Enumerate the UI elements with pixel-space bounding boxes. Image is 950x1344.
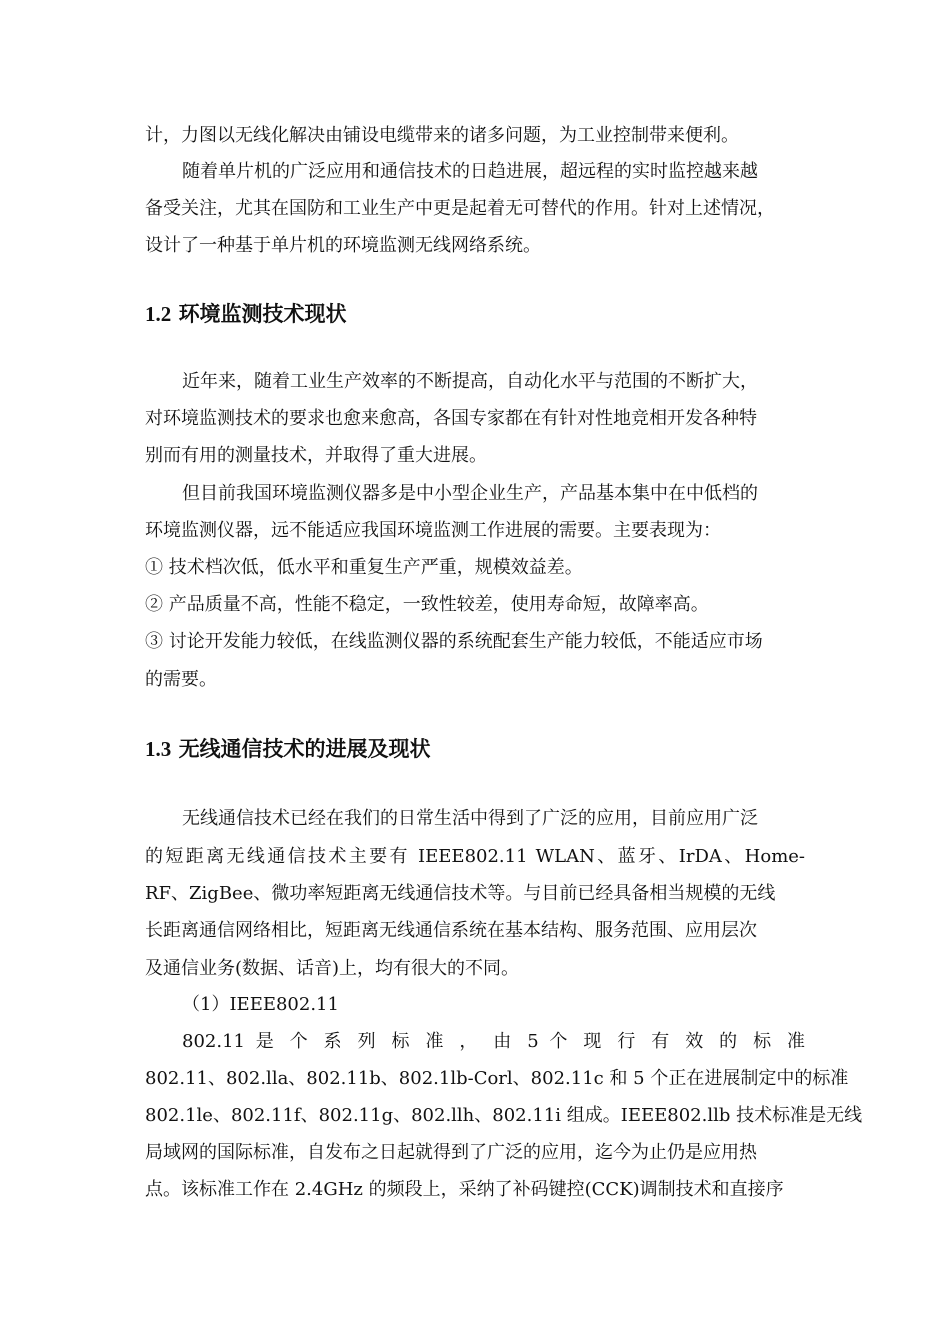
paragraph-line: 无线通信技术已经在我们的日常生活中得到了广泛的应用，目前应用广泛: [182, 808, 758, 829]
paragraph-line: 设计了一种基于单片机的环境监测无线网络系统。: [145, 235, 541, 256]
section-title: 无线通信技术的进展及现状: [178, 737, 431, 761]
paragraph-line: RF、ZigBee、微功率短距离无线通信技术等。与目前已经具备相当规模的无线: [145, 883, 776, 904]
subheading: （1）IEEE802.11: [182, 994, 339, 1015]
paragraph-line: 但目前我国环境监测仪器多是中小型企业生产，产品基本集中在中低档的: [182, 483, 758, 504]
paragraph-line: 点。该标准工作在 2.4GHz 的频段上，采纳了补码键控(CCK)调制技术和直接序: [145, 1179, 784, 1200]
paragraph-line: 长距离通信网络相比，短距离无线通信系统在基本结构、服务范围、应用层次: [145, 920, 757, 941]
section-number: 1.3: [145, 737, 172, 761]
section-heading-1-2: [145, 300, 347, 328]
paragraph-line: 环境监测仪器，远不能适应我国环境监测工作进展的需要。主要表现为：: [145, 520, 721, 541]
section-heading-1-3: [145, 735, 431, 763]
paragraph-line: 802.11 是 个 系 列 标 准 ， 由 5 个 现 行 有 效 的 标 准: [182, 1031, 805, 1052]
paragraph-line: 局域网的国际标准，自发布之日起就得到了广泛的应用，迄今为止仍是应用热: [145, 1142, 757, 1163]
list-item: 的需要。: [145, 669, 217, 690]
paragraph-line: 备受关注，尤其在国防和工业生产中更是起着无可替代的作用。针对上述情况，: [145, 198, 775, 219]
paragraph-line: 计，力图以无线化解决由铺设电缆带来的诸多问题，为工业控制带来便利。: [145, 125, 739, 146]
paragraph-line: 随着单片机的广泛应用和通信技术的日趋进展，超远程的实时监控越来越: [182, 161, 758, 182]
list-item: ② 产品质量不高，性能不稳定，一致性较差，使用寿命短，故障率高。: [145, 594, 709, 615]
paragraph-line: 的短距离无线通信技术主要有 IEEE802.11 WLAN、蓝牙、IrDA、Home-: [145, 846, 805, 867]
section-title: 环境监测技术现状: [178, 302, 347, 326]
paragraph-line: 802.11、802.lla、802.11b、802.1lb-Corl、802.11c 和 5 个正在进展制定中的标准: [145, 1068, 849, 1089]
paragraph-line: 对环境监测技术的要求也愈来愈高，各国专家都在有针对性地竞相开发各种特: [145, 408, 757, 429]
paragraph-line: 802.1le、802.11f、802.11g、802.llh、802.11i 组成。IEEE802.llb 技术标准是无线: [145, 1105, 863, 1126]
paragraph-line: 及通信业务(数据、话音)上，均有很大的不同。: [145, 958, 520, 979]
list-item: ① 技术档次低，低水平和重复生产严重，规模效益差。: [145, 557, 583, 578]
list-item: ③ 讨论开发能力较低，在线监测仪器的系统配套生产能力较低，不能适应市场: [145, 631, 763, 652]
paragraph-line: 近年来，随着工业生产效率的不断提高，自动化水平与范围的不断扩大，: [182, 371, 758, 392]
paragraph-line: 别而有用的测量技术，并取得了重大进展。: [145, 445, 487, 466]
section-number: 1.2: [145, 302, 172, 326]
